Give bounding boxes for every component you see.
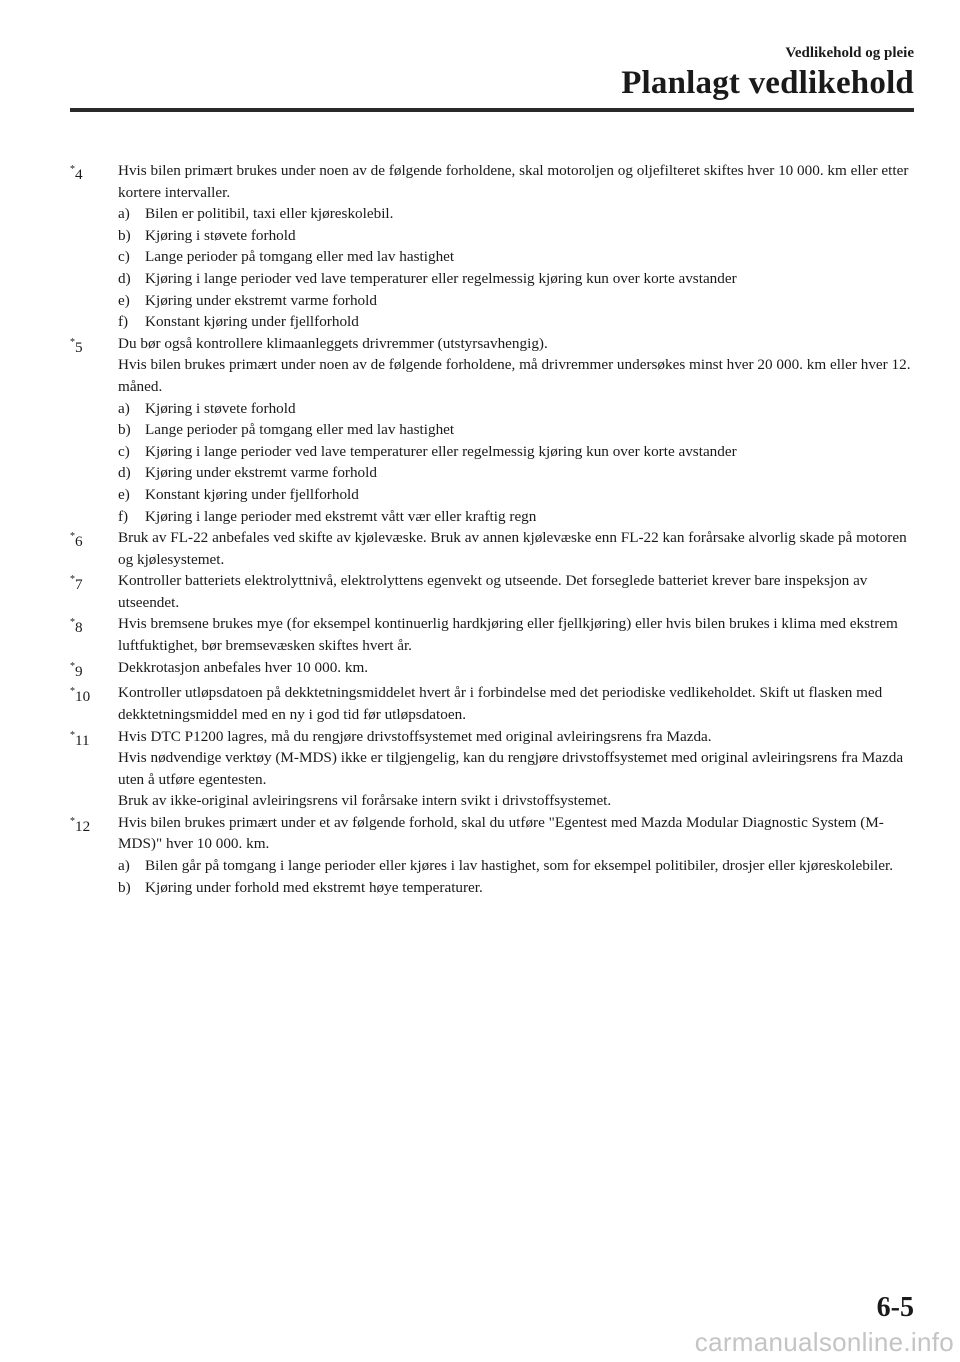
footnote-5 bbox=[70, 333, 915, 527]
list-item bbox=[118, 419, 915, 441]
list-item bbox=[118, 225, 915, 247]
footnote-number bbox=[70, 160, 118, 186]
list-item bbox=[118, 268, 915, 290]
list-item-letter: c) bbox=[118, 248, 130, 266]
footnote-number-text: 9 bbox=[75, 662, 83, 680]
footnote-number bbox=[70, 333, 118, 359]
list-item-text: Kjøring i støvete forhold bbox=[145, 399, 296, 417]
list-item-letter: b) bbox=[118, 421, 131, 439]
footnote-paragraph: Hvis bremsene brukes mye (for eksempel kontinuerlig hardkjøring eller fjellkjøring) eller hvis bilen brukes i klima med ekstrem luftfuktighet, bør bremsevæsken skiftes hvert år. bbox=[118, 615, 898, 655]
footnote-paragraph: Bruk av ikke-original avleiringsrens vil forårsake intern svikt i drivstoffsystemet. bbox=[118, 792, 612, 810]
footnote-body bbox=[118, 726, 915, 812]
footnote-body bbox=[118, 333, 915, 527]
list-item-text: Kjøring under ekstremt varme forhold bbox=[145, 464, 377, 482]
footnote-marker: * bbox=[70, 617, 75, 629]
footnote-12 bbox=[70, 812, 915, 898]
footnote-paragraph: Kontroller utløpsdatoen på dekktetningsmiddelet hvert år i forbindelse med det periodiske vedlikeholdet. Skift ut flasken med dekktetningsmiddel med en ny i god tid før utløpsdatoen. bbox=[118, 684, 883, 723]
list-item-letter: b) bbox=[118, 878, 131, 896]
list-item-text: Kjøring i lange perioder ved lave temperaturer eller regelmessig kjøring kun over korte avstander bbox=[145, 442, 737, 460]
footnote-paragraph: Hvis bilen brukes primært under noen av de følgende forholdene, må drivremmer undersøkes minst hver 20 000. km eller hver 12. måned. bbox=[118, 356, 911, 395]
footnote-number-text: 6 bbox=[75, 533, 83, 551]
footnote-number bbox=[70, 726, 118, 752]
watermark[interactable]: carmanualsonline.info bbox=[694, 1327, 954, 1357]
list-item-text: Kjøring i lange perioder ved lave temperaturer eller regelmessig kjøring kun over korte avstander bbox=[145, 269, 737, 287]
footnote-marker: * bbox=[70, 660, 75, 672]
footnote-6 bbox=[70, 527, 915, 570]
footnote-paragraph: Bruk av FL-22 anbefales ved skifte av kjølevæske. Bruk av annen kjølevæske enn FL-22 kan forårsake alvorlig skade på motoren og kjølesystemet. bbox=[118, 529, 907, 568]
list-item-letter: a) bbox=[118, 857, 130, 875]
footnote-4 bbox=[70, 160, 915, 333]
list-item-text: Bilen er politibil, taxi eller kjøreskolebil. bbox=[145, 205, 394, 223]
footnote-number bbox=[70, 613, 118, 639]
list-item bbox=[118, 855, 915, 877]
header-rule bbox=[70, 108, 914, 112]
list-item-letter: d) bbox=[118, 269, 131, 287]
list-item-text: Bilen går på tomgang i lange perioder eller kjøres i lav hastighet, som for eksempel politibiler, drosjer eller kjøreskolebiler. bbox=[145, 857, 893, 875]
footnote-marker: * bbox=[70, 686, 75, 698]
list-item-letter: e) bbox=[118, 485, 130, 503]
footnote-number bbox=[70, 527, 118, 553]
list-item-text: Konstant kjøring under fjellforhold bbox=[145, 313, 359, 331]
list-item-letter: b) bbox=[118, 226, 131, 244]
footnote-body bbox=[118, 613, 915, 656]
list-item-text: Kjøring under forhold med ekstremt høye temperaturer. bbox=[145, 878, 483, 896]
list-item-text: Lange perioder på tomgang eller med lav hastighet bbox=[145, 248, 455, 266]
list-item bbox=[118, 506, 915, 528]
footnote-paragraph: Hvis bilen primært brukes under noen av de følgende forholdene, skal motoroljen og oljefilteret skiftes hver 10 000. km eller etter kortere intervaller. bbox=[118, 162, 909, 201]
list-item bbox=[118, 398, 915, 420]
list-item bbox=[118, 484, 915, 506]
list-item-text: Lange perioder på tomgang eller med lav hastighet bbox=[145, 421, 455, 439]
notes-list bbox=[70, 160, 915, 898]
footnote-body bbox=[118, 812, 915, 898]
list-item bbox=[118, 203, 915, 225]
list-item-letter: c) bbox=[118, 442, 130, 460]
footnote-paragraph: Hvis nødvendige verktøy (M-MDS) ikke er tilgjengelig, kan du rengjøre drivstoffsystemet med original avleiringsrens fra Mazda uten å utføre egentesten. bbox=[118, 749, 904, 788]
list-item-letter: e) bbox=[118, 291, 130, 309]
footnote-9 bbox=[70, 657, 915, 683]
list-item-text: Konstant kjøring under fjellforhold bbox=[145, 485, 359, 503]
list-item-text: Kjøring i støvete forhold bbox=[145, 226, 296, 244]
footnote-number-text: 5 bbox=[75, 338, 83, 356]
list-item bbox=[118, 290, 915, 312]
footnote-paragraph: Hvis bilen brukes primært under et av følgende forhold, skal du utføre "Egentest med Mazda Modular Diagnostic System (M-MDS)" hver 10 000. km. bbox=[118, 813, 884, 853]
footnote-body bbox=[118, 682, 915, 725]
footnote-10 bbox=[70, 682, 915, 725]
list-item-text: Kjøring i lange perioder med ekstremt vått vær eller kraftig regn bbox=[145, 507, 537, 525]
footnote-number bbox=[70, 682, 118, 708]
footnote-paragraph: Kontroller batteriets elektrolyttnivå, elektrolyttens egenvekt og utseende. Det forseglede batteriet krever bare inspeksjon av utseendet. bbox=[118, 572, 868, 611]
page-title: Planlagt vedlikehold bbox=[621, 65, 914, 101]
footnote-marker: * bbox=[70, 164, 75, 175]
section-label: Vedlikehold og pleie bbox=[785, 45, 914, 61]
footnote-paragraph: Hvis DTC P1200 lagres, må du rengjøre drivstoffsystemet med original avleiringsrens fra Mazda. bbox=[118, 727, 712, 745]
footnote-7 bbox=[70, 570, 915, 613]
footnote-marker: * bbox=[70, 531, 75, 543]
list-item bbox=[118, 246, 915, 268]
footnote-body bbox=[118, 527, 915, 570]
footnote-11 bbox=[70, 726, 915, 812]
footnote-body bbox=[118, 160, 915, 333]
footnote-marker: * bbox=[70, 815, 75, 827]
footnote-number-text: 7 bbox=[75, 576, 83, 594]
page-header bbox=[621, 44, 914, 102]
list-item bbox=[118, 441, 915, 463]
list-item bbox=[118, 877, 915, 899]
footnote-marker: * bbox=[70, 336, 75, 348]
footnote-number bbox=[70, 570, 118, 596]
footnote-number bbox=[70, 812, 118, 838]
footnote-number-text: 11 bbox=[75, 731, 90, 749]
footnote-number bbox=[70, 657, 118, 683]
footnote-number-text: 10 bbox=[75, 688, 91, 706]
footnote-paragraph: Dekkrotasjon anbefales hver 10 000. km. bbox=[118, 658, 369, 676]
footnote-8 bbox=[70, 613, 915, 656]
footnote-marker: * bbox=[70, 729, 75, 741]
list-item-letter: a) bbox=[118, 205, 130, 223]
list-item bbox=[118, 311, 915, 333]
list-item-text: Kjøring under ekstremt varme forhold bbox=[145, 291, 377, 309]
footnote-body bbox=[118, 657, 915, 679]
list-item-letter: d) bbox=[118, 464, 131, 482]
page-number: 6-5 bbox=[876, 1292, 914, 1323]
list-item-letter: a) bbox=[118, 399, 130, 417]
footnote-number-text: 12 bbox=[75, 817, 91, 835]
list-item-letter: f) bbox=[118, 507, 129, 525]
list-item-letter: f) bbox=[118, 313, 129, 331]
footnote-paragraph: Du bør også kontrollere klimaanleggets drivremmer (utstyrsavhengig). bbox=[118, 334, 548, 352]
footnote-number-text: 8 bbox=[75, 619, 83, 637]
list-item bbox=[118, 462, 915, 484]
footnote-number-text: 4 bbox=[75, 166, 83, 184]
footnote-body bbox=[118, 570, 915, 613]
footnote-marker: * bbox=[70, 574, 75, 586]
